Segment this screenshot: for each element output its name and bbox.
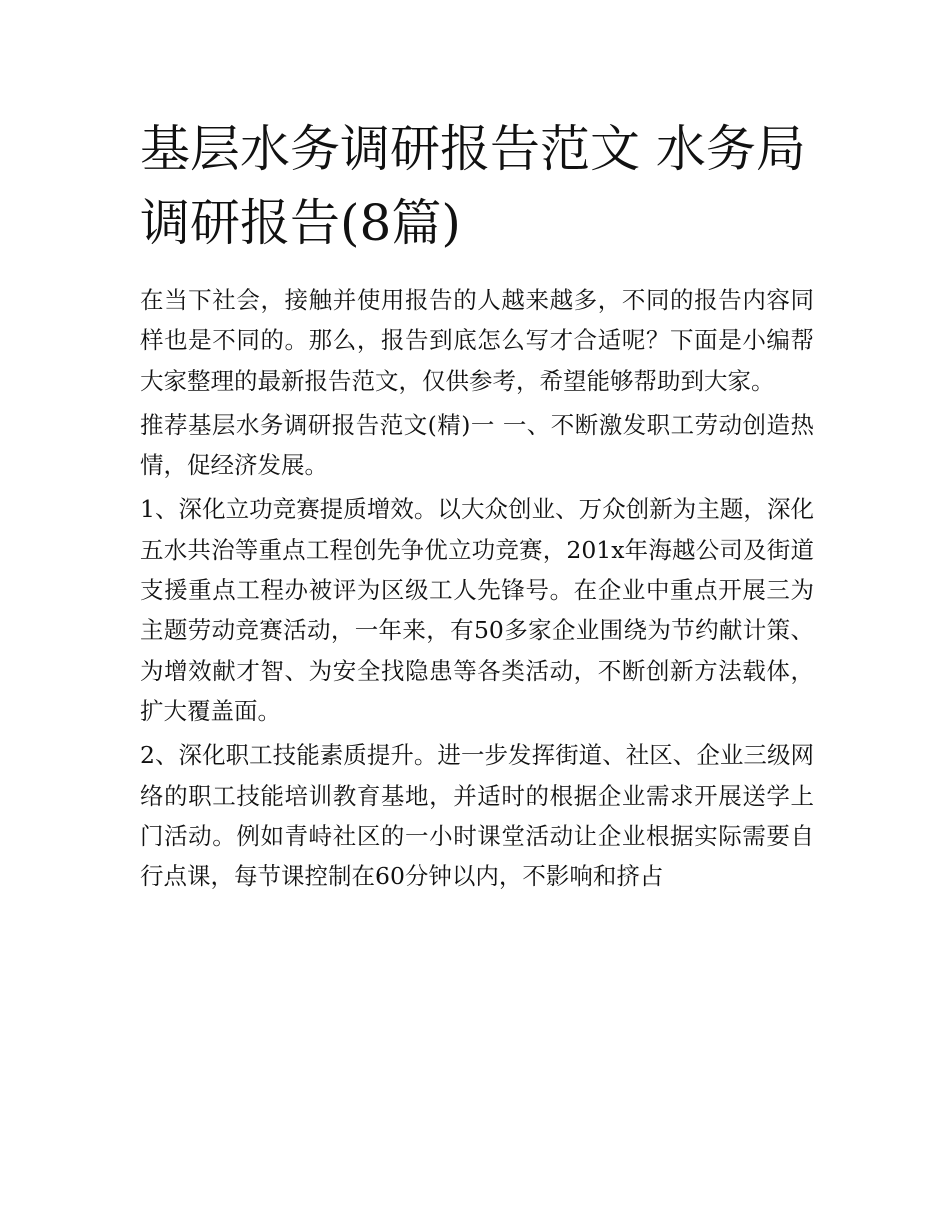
paragraph-item-2: 2、深化职工技能素质提升。进一步发挥街道、社区、企业三级网络的职工技能培训教育基地，并适时的根据企业需求开展送学上门活动。例如青峙社区的一小时课堂活动让企业根据实际需要自行点课，每节课控制在60分钟以内，不影响和挤占: [140, 741, 814, 891]
paragraph-intro: 在当下社会，接触并使用报告的人越来越多，不同的报告内容同样也是不同的。那么，报告到底怎么写才合适呢？下面是小编帮大家整理的最新报告范文，仅供参考，希望能够帮助到大家。: [140, 286, 814, 395]
document-title: 基层水务调研报告范文 水务局调研报告(8篇): [140, 120, 806, 252]
paragraph-section-heading: 推荐基层水务调研报告范文(精)一 一、不断激发职工劳动创造热情，促经济发展。: [140, 410, 814, 480]
document-body: [140, 280, 814, 900]
paragraph-item-1: 1、深化立功竞赛提质增效。以大众创业、万众创新为主题，深化五水共治等重点工程创先争优立功竞赛，201x年海越公司及街道支援重点工程办被评为区级工人先锋号。在企业中重点开展三为主题劳动竞赛活动，一年来，有50多家企业围绕为节约献计策、为增效献才智、为安全找隐患等各类活动，不断创新方法载体，扩大覆盖面。: [140, 495, 814, 725]
